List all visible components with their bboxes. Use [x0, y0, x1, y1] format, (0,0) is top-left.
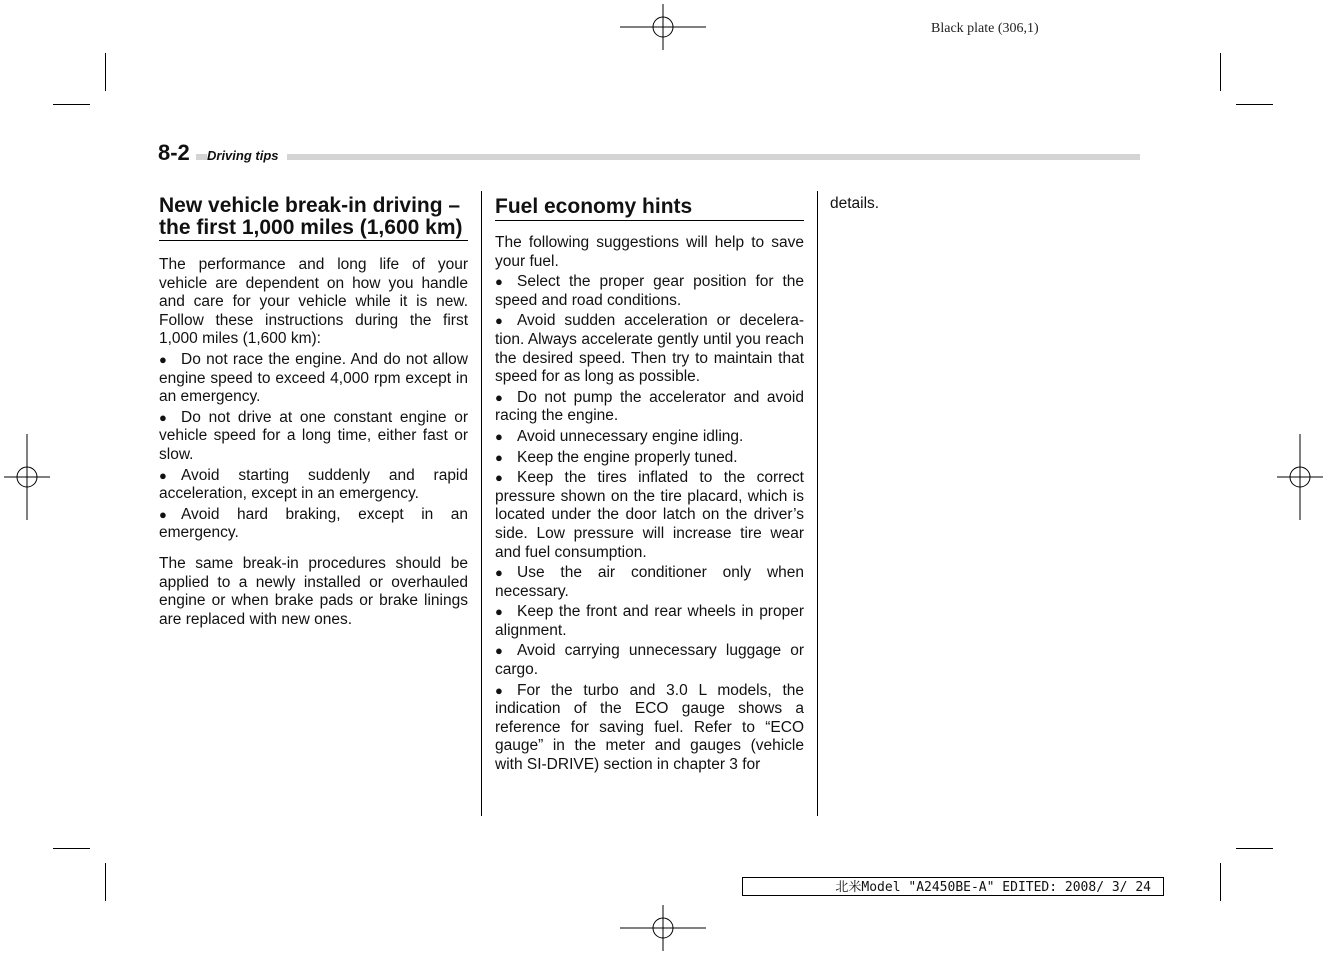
list-item: ● Do not drive at one constant engine or vehicle speed for a long time, either fast or slow.	[159, 408, 468, 463]
bullet-icon: ●	[495, 428, 503, 444]
break-in-heading: New vehicle break-in driving – the first 1,000 miles (1,600 km)	[159, 195, 468, 241]
column-divider	[481, 191, 482, 816]
registration-mark-bottom	[620, 905, 706, 951]
registration-mark-left	[4, 434, 50, 520]
bullet-icon: ●	[495, 470, 503, 486]
list-item: ● Avoid carrying unnecessary luggage or cargo.	[495, 642, 804, 679]
header-rule	[160, 154, 1140, 160]
bullet-icon: ●	[159, 467, 167, 483]
list-item: ● Avoid hard braking, except in an emergency.	[159, 505, 468, 542]
registration-mark-top	[620, 4, 706, 50]
section-title: Driving tips	[207, 148, 287, 164]
break-in-intro: The performance and long life of your vehicle are dependent on how you handle and care for your vehicle while it is new. Follow these instructions during the first 1,000 miles (1,600 km):	[159, 256, 468, 348]
continuation-text: details.	[830, 195, 880, 212]
bullet-icon: ●	[495, 313, 503, 329]
list-item: ● Do not pump the accelerator and avoid racing the engine.	[495, 388, 804, 425]
list-item: ● For the turbo and 3.0 L models, the indication of the ECO gauge shows a reference for saving fuel. Refer to “ECO gauge” in the meter and gauges (vehicle with SI-DRIVE) section in chapter 3 for	[495, 681, 804, 774]
list-item: ● Keep the engine properly tuned.	[495, 448, 738, 466]
list-item: ● Keep the tires inflated to the correct pressure shown on the tire placard, which is located under the door latch on the driver’s side. Low pressure will increase tire wear and fuel consumption.	[495, 469, 804, 561]
continuation-column	[830, 195, 1130, 214]
bullet-icon: ●	[495, 604, 503, 620]
registration-mark-right	[1277, 434, 1323, 520]
bullet-icon: ●	[495, 565, 503, 581]
fuel-economy-heading: Fuel economy hints	[495, 195, 804, 221]
bullet-icon: ●	[495, 643, 503, 659]
fuel-economy-column	[495, 195, 804, 775]
break-in-closing: The same break-in procedures should be applied to a newly installed or overhauled engine or when brake pads or brake linings are replaced with new ones.	[159, 554, 468, 628]
list-item: ● Avoid sudden acceleration or decelera-tion. Always accelerate gently until you reach the desired speed. Then try to maintain that speed for as long as possible.	[495, 312, 804, 386]
list-item: ● Select the proper gear position for the speed and road conditions.	[495, 273, 804, 309]
bullet-icon: ●	[159, 506, 167, 522]
bullet-icon: ●	[159, 351, 167, 367]
fuel-economy-intro: The following suggestions will help to save your fuel.	[495, 234, 804, 270]
bullet-icon: ●	[159, 409, 167, 425]
list-item: ● Keep the front and rear wheels in proper alignment.	[495, 603, 804, 639]
list-item: ● Do not race the engine. And do not allow engine speed to exceed 4,000 rpm except in an emergency.	[159, 350, 468, 406]
edit-stamp: 北米Model "A2450BE-A" EDITED: 2008/ 3/ 24	[742, 877, 1164, 896]
column-divider	[817, 191, 818, 816]
break-in-column	[159, 195, 468, 629]
list-item: ● Avoid unnecessary engine idling.	[495, 427, 744, 445]
list-item: ● Avoid starting suddenly and rapid acceleration, except in an emergency.	[159, 466, 468, 503]
bullet-icon: ●	[495, 389, 503, 405]
plate-label: Black plate (306,1)	[931, 21, 1039, 36]
list-item: ● Use the air conditioner only when necessary.	[495, 564, 804, 600]
page-number: 8-2	[158, 140, 196, 166]
bullet-icon: ●	[495, 274, 503, 290]
bullet-icon: ●	[495, 449, 503, 465]
bullet-icon: ●	[495, 682, 503, 698]
